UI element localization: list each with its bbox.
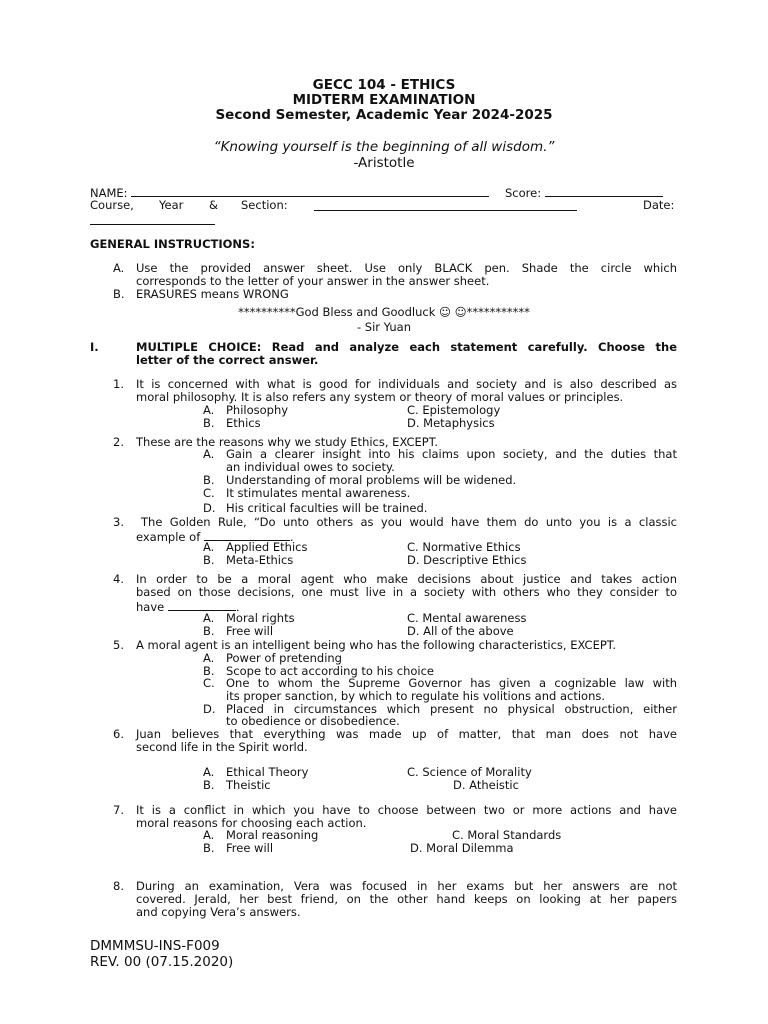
instructions-heading: GENERAL INSTRUCTIONS:: [90, 237, 255, 251]
form-revision: REV. 00 (07.15.2020): [90, 954, 234, 970]
course-title: GECC 104 - ETHICS: [312, 77, 456, 93]
q7-choice-c[interactable]: C. Moral Standards: [452, 828, 562, 842]
year-label: Year: [159, 198, 184, 212]
ampersand-label: &: [209, 198, 218, 212]
q5-choice-d-line2: to obedience or disobedience.: [226, 714, 400, 728]
q3-line2-end: .: [289, 530, 294, 544]
q6-choice-b[interactable]: Theistic: [226, 778, 271, 792]
q3-choice-c[interactable]: C. Normative Ethics: [407, 540, 521, 554]
quote-author: -Aristotle: [353, 155, 415, 171]
q7-number: 7.: [113, 803, 124, 817]
q4-choice-b[interactable]: Free will: [226, 624, 274, 638]
q4-line3: [136, 599, 240, 614]
q5-choice-b-letter: B.: [203, 664, 215, 678]
date-blank[interactable]: [90, 213, 215, 225]
q1-choice-d[interactable]: D. Metaphysics: [407, 416, 495, 430]
q6-line2: second life in the Spirit world.: [136, 740, 308, 754]
q2-choice-d[interactable]: His critical faculties will be trained.: [226, 501, 428, 515]
q5-choice-d-line1[interactable]: Placed in circumstances which present no physical obstruction, either: [226, 702, 677, 716]
section-instruction-line2: letter of the correct answer.: [136, 353, 319, 367]
q6-line1: Juan believes that everything was made up of matter, that man does not have: [136, 727, 677, 741]
q3-choice-b-letter: B.: [203, 553, 215, 567]
q8-line1: During an examination, Vera was focused in her exams but her answers are not: [136, 879, 677, 893]
q8-line3: and copying Vera’s answers.: [136, 905, 301, 919]
q2-choice-a-line2: an individual owes to society.: [226, 460, 395, 474]
q6-choice-a[interactable]: Ethical Theory: [226, 765, 309, 779]
instruction-b-letter: B.: [113, 287, 125, 301]
instruction-a-line2: corresponds to the letter of your answer in the answer sheet.: [136, 274, 490, 288]
q2-choice-b-letter: B.: [203, 473, 215, 487]
date-blank-wrap: [90, 213, 215, 228]
q1-choice-b-letter: B.: [203, 416, 215, 430]
q6-choice-d[interactable]: D. Atheistic: [453, 778, 519, 792]
score-blank[interactable]: [545, 185, 663, 197]
q4-choice-d[interactable]: D. All of the above: [407, 624, 514, 638]
section-numeral: I.: [90, 340, 99, 354]
blessing-text: **********God Bless and Goodluck ☺ ☺***********: [238, 305, 530, 319]
section-label: Section:: [241, 198, 288, 212]
q6-number: 6.: [113, 727, 124, 741]
q2-choice-a-line1[interactable]: Gain a clearer insight into his claims upon society, and the duties that: [226, 447, 677, 461]
q7-line1: It is a conflict in which you have to choose between two or more actions and have: [136, 803, 677, 817]
q4-choice-a-letter: A.: [203, 611, 215, 625]
instruction-a-line1: Use the provided answer sheet. Use only BLACK pen. Shade the circle which: [136, 261, 677, 275]
q3-choice-a-letter: A.: [203, 540, 215, 554]
q1-line2: moral philosophy. It is also refers any system or theory of moral values or principles.: [136, 390, 624, 404]
exam-title: MIDTERM EXAMINATION: [292, 92, 476, 108]
score-field-row: [505, 185, 663, 200]
q1-line1: It is concerned with what is good for individuals and society and is also described as: [136, 377, 677, 391]
q8-line2: covered. Jerald, her best friend, on the other hand keeps on looking at her papers: [136, 892, 677, 906]
q5-choice-a-letter: A.: [203, 651, 215, 665]
q5-choice-b[interactable]: Scope to act according to his choice: [226, 664, 434, 678]
q5-choice-c-line1[interactable]: One to whom the Supreme Governor has given a cognizable law with: [226, 676, 677, 690]
q4-choice-a[interactable]: Moral rights: [226, 611, 295, 625]
q7-choice-a[interactable]: Moral reasoning: [226, 828, 319, 842]
q4-line3-text: have: [136, 600, 165, 614]
q5-choice-d-letter: D.: [203, 702, 216, 716]
course-label: Course,: [90, 198, 134, 212]
section-instruction-line1: MULTIPLE CHOICE: Read and analyze each statement carefully. Choose the: [136, 340, 677, 354]
q4-blank: [168, 599, 236, 611]
form-code: DMMMSU-INS-F009: [90, 938, 220, 954]
q7-choice-b-letter: B.: [203, 841, 215, 855]
q1-choice-c[interactable]: C. Epistemology: [407, 403, 501, 417]
instruction-b-text: ERASURES means WRONG: [136, 287, 289, 301]
q5-choice-a[interactable]: Power of pretending: [226, 651, 342, 665]
q4-choice-c[interactable]: C. Mental awareness: [407, 611, 527, 625]
teacher-signature: - Sir Yuan: [356, 320, 411, 334]
q6-choice-a-letter: A.: [203, 765, 215, 779]
section-blank[interactable]: [314, 199, 577, 211]
q3-line2-text: example of: [136, 530, 201, 544]
q6-choice-c[interactable]: C. Science of Morality: [407, 765, 532, 779]
q3-choice-b[interactable]: Meta-Ethics: [226, 553, 294, 567]
section-blank-wrap: [314, 199, 577, 214]
q4-line2: based on those decisions, one must live in a society with others who they consider to: [136, 585, 677, 599]
q2-choice-c[interactable]: It stimulates mental awareness.: [226, 486, 411, 500]
q7-line2: moral reasons for choosing each action.: [136, 816, 367, 830]
q4-line1: In order to be a moral agent who make decisions about justice and takes action: [136, 572, 677, 586]
semester-title: Second Semester, Academic Year 2024-2025: [215, 107, 553, 123]
q3-number: 3.: [113, 515, 124, 529]
q3-choice-a[interactable]: Applied Ethics: [226, 540, 308, 554]
q1-choice-a[interactable]: Philosophy: [226, 403, 289, 417]
q2-choice-a-letter: A.: [203, 447, 215, 461]
q8-number: 8.: [113, 879, 124, 893]
name-field-row: [90, 185, 489, 200]
q7-choice-d[interactable]: D. Moral Dilemma: [410, 841, 514, 855]
q2-choice-c-letter: C.: [203, 486, 215, 500]
q2-line1: These are the reasons why we study Ethics, EXCEPT.: [136, 435, 439, 449]
q3-choice-d[interactable]: D. Descriptive Ethics: [407, 553, 527, 567]
q1-number: 1.: [113, 377, 124, 391]
instruction-a-letter: A.: [113, 261, 125, 275]
q4-line3-end: .: [235, 600, 240, 614]
name-label: NAME:: [90, 186, 128, 200]
q2-number: 2.: [113, 435, 124, 449]
q5-choice-c-line2: its proper sanction, by which to regulate his volitions and actions.: [226, 689, 606, 703]
q2-choice-d-letter: D.: [203, 501, 216, 515]
q4-choice-b-letter: B.: [203, 624, 215, 638]
q5-line1: A moral agent is an intelligent being who has the following characteristics, EXCEPT.: [136, 638, 617, 652]
q4-number: 4.: [113, 572, 124, 586]
q2-choice-b[interactable]: Understanding of moral problems will be widened.: [226, 473, 517, 487]
q1-choice-b[interactable]: Ethics: [226, 416, 261, 430]
date-label: Date:: [643, 198, 675, 212]
q7-choice-a-letter: A.: [203, 828, 215, 842]
score-label: Score:: [505, 186, 542, 200]
name-blank[interactable]: [131, 185, 489, 197]
q1-choice-a-letter: A.: [203, 403, 215, 417]
q3-line1: The Golden Rule, “Do unto others as you would have them do unto you is a classic: [141, 515, 677, 529]
q5-choice-c-letter: C.: [203, 676, 215, 690]
quote-text: “Knowing yourself is the beginning of all wisdom.”: [213, 139, 555, 155]
q6-choice-b-letter: B.: [203, 778, 215, 792]
q5-number: 5.: [113, 638, 124, 652]
q7-choice-b[interactable]: Free will: [226, 841, 274, 855]
